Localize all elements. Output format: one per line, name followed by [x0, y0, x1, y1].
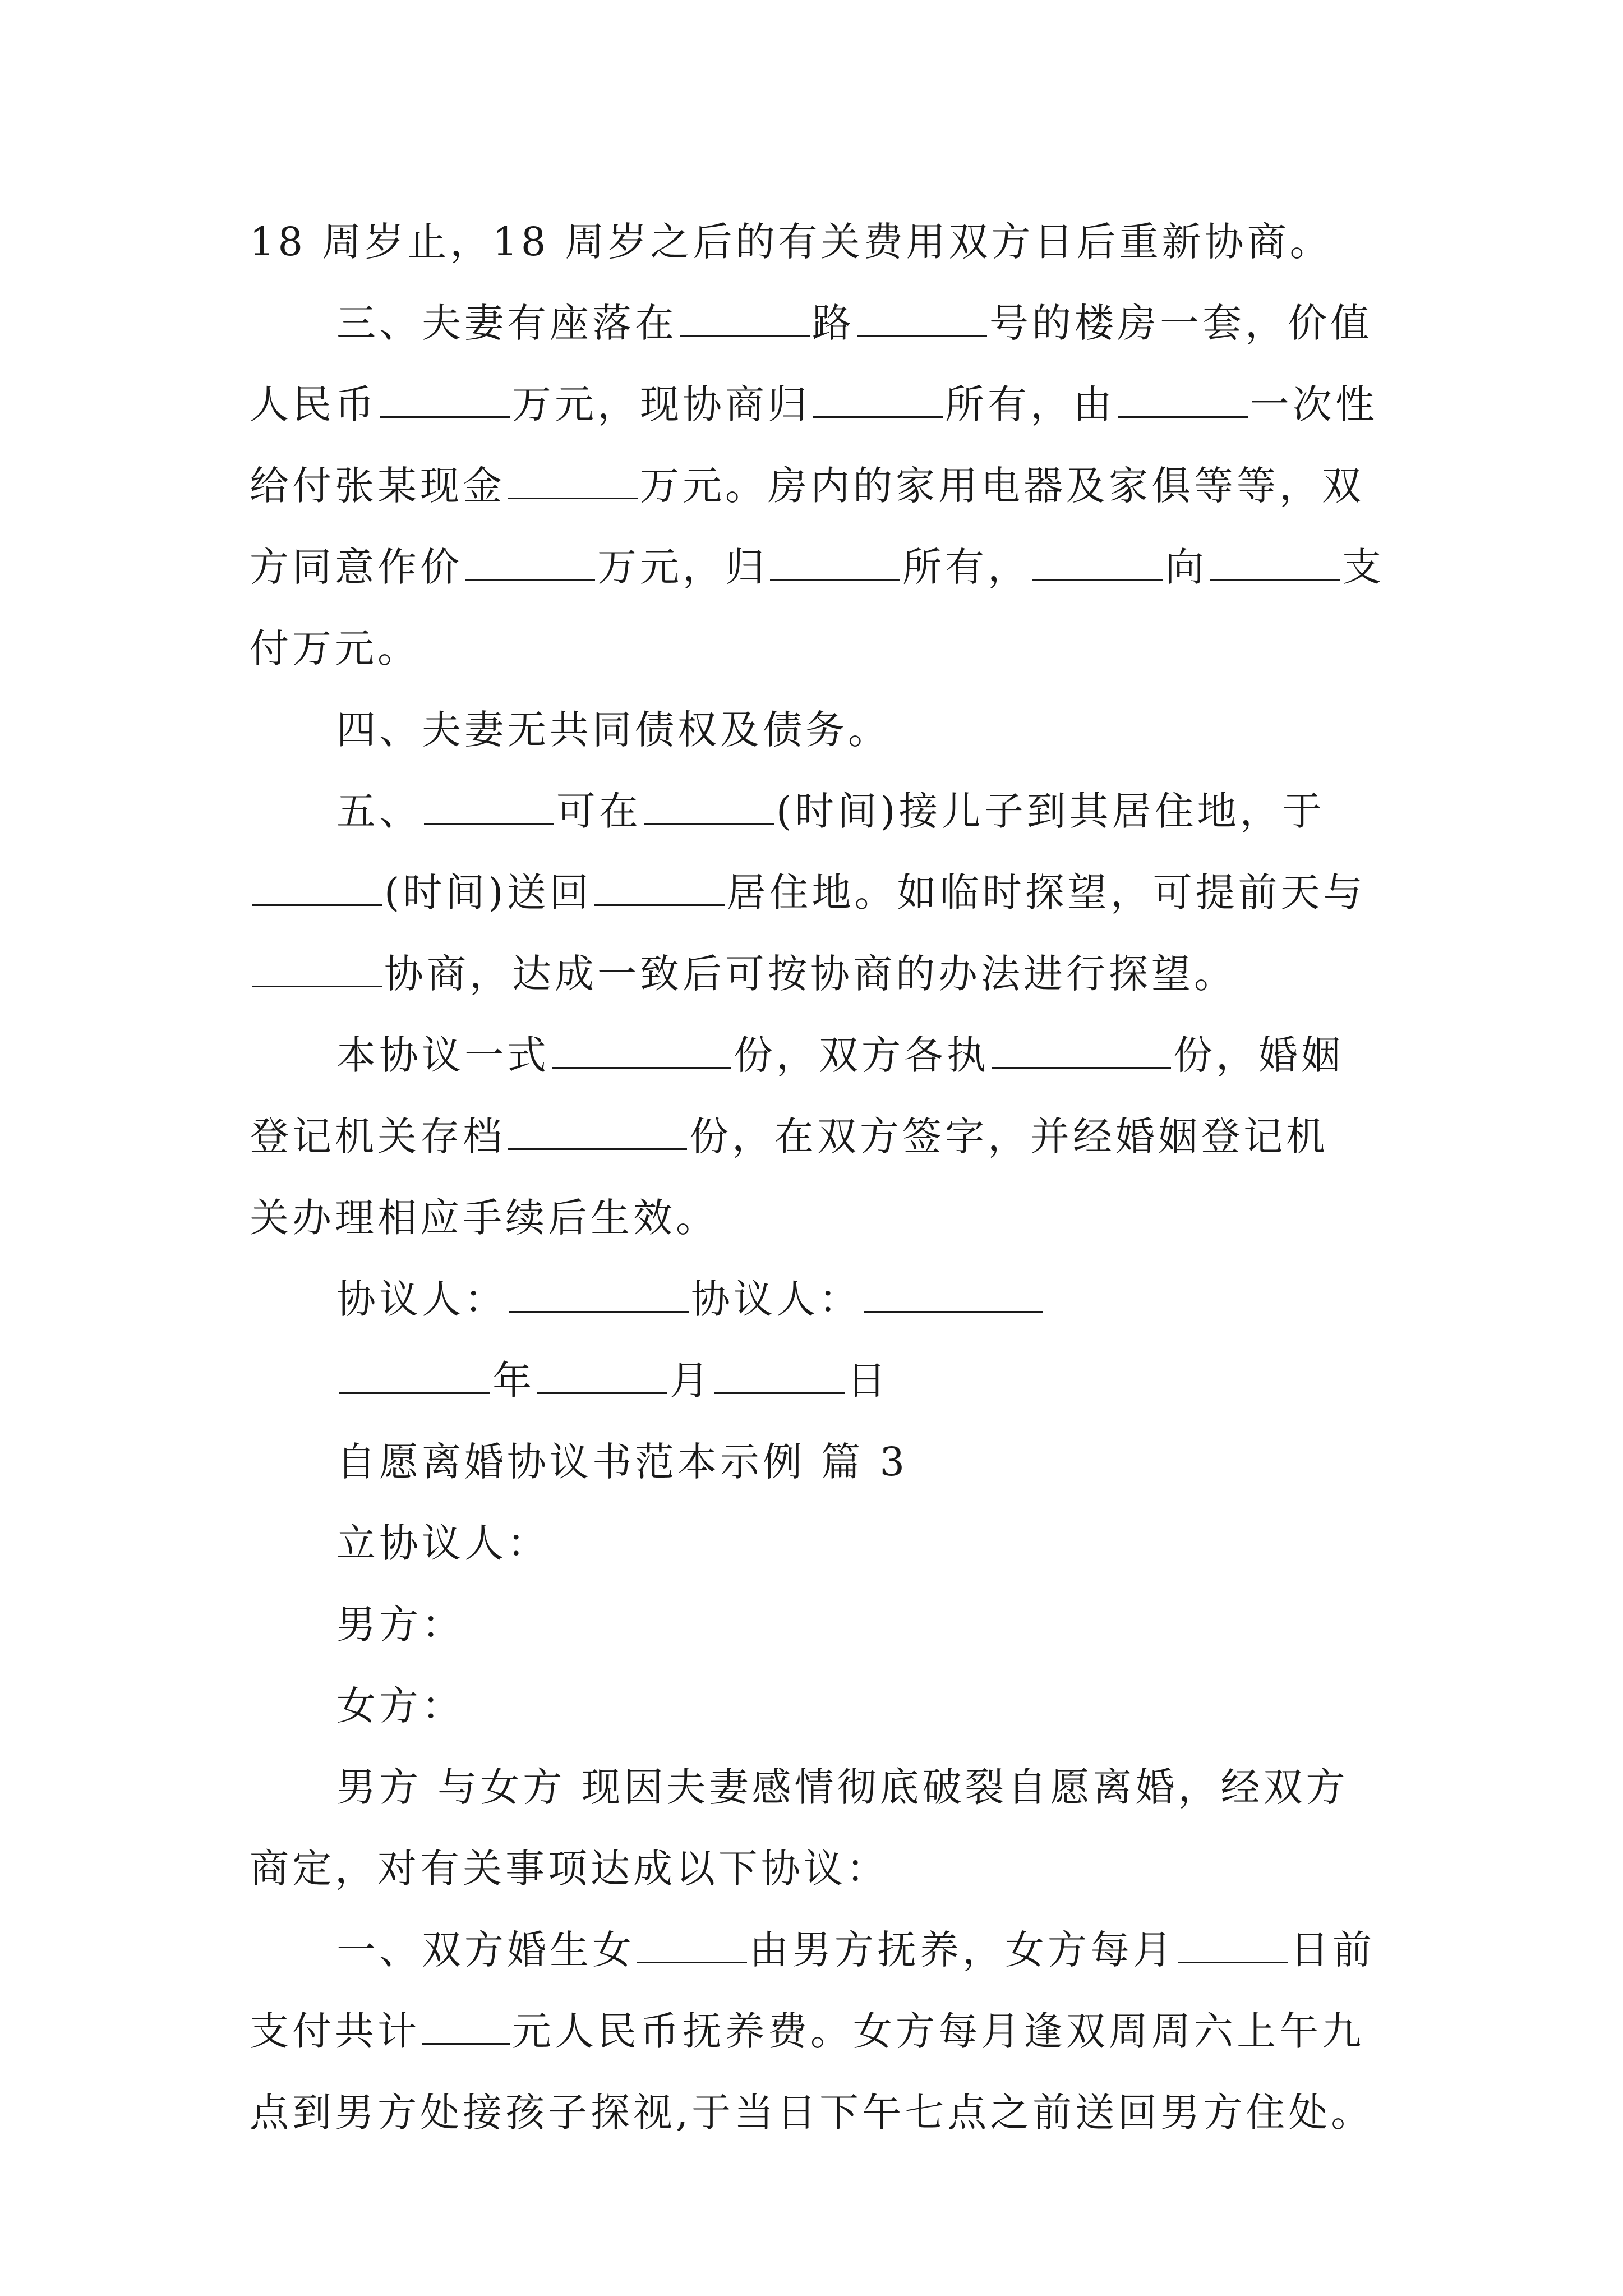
text-line-24: [0, 2073, 1623, 2152]
line-5-text-e: 支: [1342, 544, 1385, 590]
blank-from: [1032, 547, 1163, 581]
line-9-text-b: 居住地。如临时探望，可提前天与: [726, 869, 1366, 915]
line-5-text-c: 所有，: [902, 544, 1030, 590]
text-line-8: [0, 771, 1623, 851]
line-5-text-b: 万元，归: [597, 544, 768, 590]
blank-signatory-1: [509, 1280, 689, 1313]
blank-daughter: [637, 1930, 747, 1963]
text-line-1: [0, 202, 1623, 282]
blank-consult: [252, 954, 382, 987]
line-11-text-b: 份，双方各执: [734, 1032, 989, 1078]
line-6-text: 付万元。: [250, 625, 420, 671]
blank-archive-copies: [508, 1117, 687, 1150]
blank-year: [339, 1361, 490, 1394]
blank-signatory-2: [864, 1280, 1043, 1313]
text-line-4: [0, 446, 1623, 526]
blank-visitor: [424, 792, 554, 825]
blank-value: [380, 385, 510, 418]
blank-appliance-owner: [770, 547, 900, 581]
blank-to: [1210, 547, 1340, 581]
signatory-label-1: 协议人：: [336, 1276, 507, 1322]
line-3-text-d: 一次性: [1250, 381, 1378, 427]
text-line-9: [0, 853, 1623, 932]
text-line-12: [0, 1097, 1623, 1176]
date-month-label: 月: [670, 1358, 712, 1404]
blank-owner: [813, 385, 943, 418]
blank-copies: [552, 1036, 731, 1069]
text-line-7: [0, 690, 1623, 770]
text-line-19: [0, 1666, 1623, 1746]
line-2-text-c: 号的楼房一套，价值: [989, 300, 1373, 346]
line-21-text: 商定，对有关事项达成以下协议：: [250, 1846, 889, 1892]
line-2-text-a: 三、夫妻有座落在: [336, 300, 677, 346]
text-line-20: [0, 1747, 1623, 1827]
line-1-text: 18 周岁止，18 周岁之后的有关费用双方日后重新协商。: [250, 219, 1332, 265]
text-line-18: [0, 1585, 1623, 1664]
line-12-text-b: 份，在双方签字，并经婚姻登记机: [689, 1114, 1329, 1159]
line-3-text-c: 所有，由: [945, 381, 1115, 427]
line-7-text: 四、夫妻无共同债权及债务。: [336, 707, 891, 753]
parties-label: 立协议人：: [336, 1520, 550, 1566]
text-line-13: [0, 1178, 1623, 1258]
text-line-23: [0, 1991, 1623, 2071]
text-line-21: [0, 1829, 1623, 1908]
line-8-text-a: 五、: [336, 788, 422, 834]
text-line-3: [0, 365, 1623, 444]
date-day-label: 日: [847, 1358, 889, 1404]
section-title: 自愿离婚协议书范本示例 篇 3: [336, 1439, 909, 1485]
line-8-text-b: 可在: [556, 788, 642, 834]
line-8-text-c: (时间)接儿子到其居住地，于: [776, 788, 1325, 834]
text-line-5: [0, 527, 1623, 607]
text-line-17: [0, 1503, 1623, 1583]
blank-return-place: [594, 873, 725, 906]
signature-line: [0, 1259, 1623, 1339]
line-4-text-a: 给付张某现金: [250, 463, 505, 509]
blank-pickup-time: [644, 792, 774, 825]
blank-amount: [422, 2012, 510, 2045]
line-20-text: 男方 与女方 现因夫妻感情彻底破裂自愿离婚，经双方: [336, 1764, 1349, 1810]
line-3-text-a: 人民币: [250, 381, 377, 427]
date-year-label: 年: [492, 1358, 535, 1404]
blank-pay-day: [1178, 1930, 1288, 1963]
line-4-text-b: 万元。房内的家用电器及家俱等等，双: [640, 463, 1364, 509]
line-24-text: 点到男方处接孩子探视,于当日下午七点之前送回男方住处。: [250, 2090, 1374, 2136]
blank-return-time: [252, 873, 382, 906]
date-line: [0, 1341, 1623, 1420]
blank-each-copies: [992, 1036, 1171, 1069]
line-11-text-a: 本协议一式: [336, 1032, 550, 1078]
line-10-text: 协商，达成一致后可按协商的办法进行探望。: [384, 951, 1237, 997]
line-5-text-a: 方同意作价: [250, 544, 463, 590]
blank-month: [537, 1361, 667, 1394]
line-22-text-b: 由男方抚养，女方每月: [749, 1927, 1175, 1973]
male-party-label: 男方：: [336, 1602, 464, 1648]
blank-day: [714, 1361, 845, 1394]
text-line-11: [0, 1015, 1623, 1095]
line-5-text-d: 向: [1165, 544, 1207, 590]
section-heading: [0, 1422, 1623, 1502]
line-12-text-a: 登记机关存档: [250, 1114, 505, 1159]
line-11-text-c: 份，婚姻: [1173, 1032, 1344, 1078]
line-22-text-a: 一、双方婚生女: [336, 1927, 635, 1973]
text-line-22: [0, 1910, 1623, 1990]
line-23-text-a: 支付共计: [250, 2008, 420, 2054]
line-22-text-c: 日前: [1290, 1927, 1375, 1973]
line-3-text-b: 万元，现协商归: [512, 381, 810, 427]
blank-cash: [508, 466, 638, 499]
line-23-text-b: 元人民币抚养费。女方每月逢双周周六上午九: [512, 2008, 1364, 2054]
text-line-2: [0, 283, 1623, 363]
female-party-label: 女方：: [336, 1683, 464, 1729]
text-line-10: [0, 934, 1623, 1014]
blank-payer: [1118, 385, 1248, 418]
line-9-text-a: (时间)送回: [384, 869, 592, 915]
signatory-label-2: 协议人：: [691, 1276, 861, 1322]
text-line-6: [0, 609, 1623, 688]
blank-road: [680, 303, 810, 337]
line-13-text: 关办理相应手续后生效。: [250, 1195, 718, 1241]
line-2-text-b: 路: [812, 300, 855, 346]
blank-number: [857, 303, 987, 337]
blank-appraisal: [465, 547, 595, 581]
